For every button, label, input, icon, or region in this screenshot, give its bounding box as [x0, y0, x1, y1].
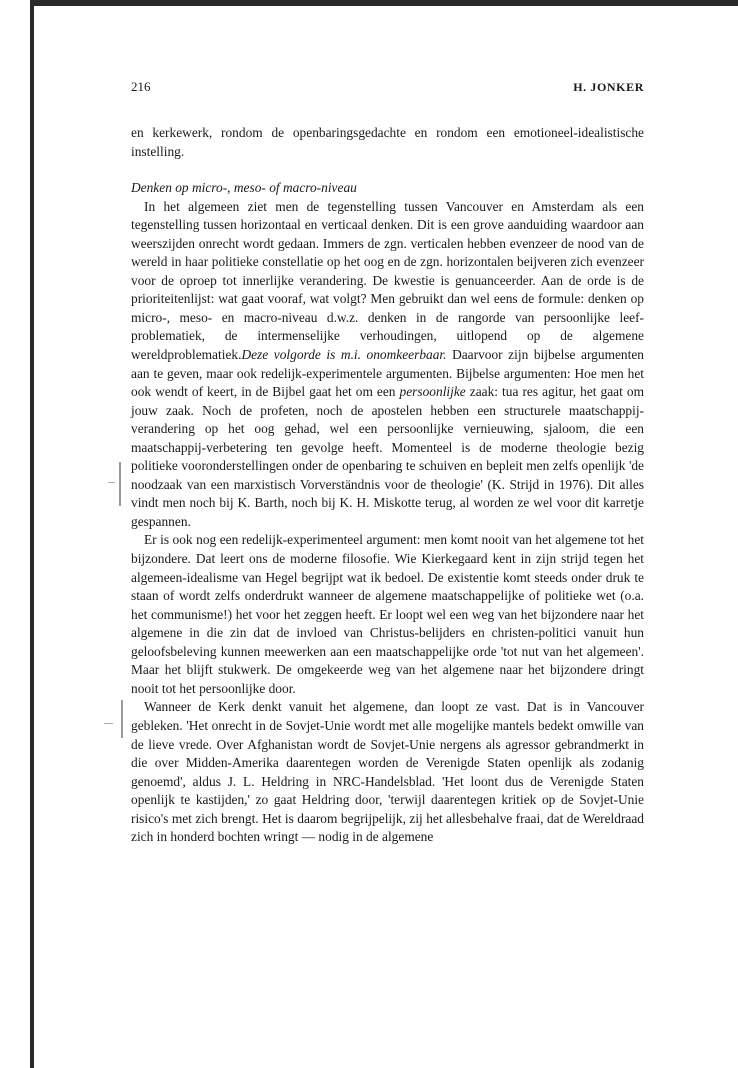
running-header — [131, 79, 644, 95]
body-paragraph-1 — [131, 198, 644, 532]
paragraph-1-text-c: zaak: tua res agitur, het gaat om jouw zaak. Noch de profeten, noch de apostelen hebben een structurele maatschappij-verandering op het oog gehad, wel een persoonlijke vernieuwing, sjaloom, die een maatschappij-verbetering ten gevolge heeft. Momenteel is de moderne theologie bezig politieke vooronderstellingen onder de openbaring te schuiven en bepleit men zelfs openlijk 'de noodzaak van een marxistisch Vorverständnis voor de theologie' (K. Strijd in 1976). Dit alles vindt men noch bij K. Barth, noch bij K. H. Miskotte terug, al worden ze wel voor dit karretje gespannen. — [131, 384, 644, 529]
margin-annotation-dash-lower — [104, 723, 113, 724]
book-page — [131, 79, 644, 847]
scan-top-border — [30, 0, 738, 6]
paragraph-1-italic-word: persoonlijke — [399, 384, 466, 400]
margin-annotation-mark-lower — [121, 700, 123, 738]
paragraph-1-italic-claim: Deze volgorde is m.i. onomkeerbaar. — [241, 347, 447, 363]
paragraph-1-text-b: Daarvoor zijn bijbelse argumenten aan te geven, maar ook redelijk-experimentele argumenten. Bijbelse argumenten: Hoe men het ook wendt of keert, in de Bijbel gaat het om een — [131, 347, 644, 400]
body-paragraph-2: Er is ook nog een redelijk-experimenteel argument: men komt nooit van het algemene tot het bijzondere. Dat leert ons de moderne filosofie. Wie Kierkegaard kent in zijn strijd tegen het algemeen-idealisme van Hegel begrijpt wat ik bedoel. De existentie komt steeds onder druk te staan of wordt zelfs onderdrukt wanneer de algemene maatschappelijke of politieke wet (o.a. het communisme!) het voor het zeggen heeft. Er loopt wel een weg van het bijzondere naar het algemene in die zin dat de invloed van Christus-belijders en christen-politici vanuit hun geloofsbeleving kunnen meewerken aan een maatschappelijke orde 'tot nut van het algemeen'. Maar het blijft stukwerk. De omgekeerde weg van het algemene naar het bijzondere dringt nooit tot het persoonlijke door. — [131, 532, 644, 696]
margin-annotation-mark-upper — [119, 462, 121, 506]
running-author: H. JONKER — [573, 80, 644, 94]
opening-paragraph: en kerkewerk, rondom de openbaringsgedachte en rondom een emotioneel-idealistische instelling. — [131, 125, 644, 159]
page-number: 216 — [131, 79, 151, 94]
paragraph-1-text-a: In het algemeen ziet men de tegenstelling tussen Vancouver en Amsterdam als een tegenstelling tussen horizontaal en verticaal denken. Dit is een grove aanduiding waardoor aan weerszijden onrecht wordt gedaan. Immers de zgn. verticalen hebben evenzeer de nood van de wereld in haar politieke constellatie op het oog en de zgn. horizontalen beijveren zich evenzeer voor de oproep tot innerlijke verandering. De kwestie is genuanceerder. Aan de orde is de prioriteitenlijst: wat gaat vooraf, wat volgt? Men gebruikt dan wel eens de formule: denken op micro-, meso- en macro-niveau d.w.z. denken in de rangorde van persoonlijke leef-problematiek, de intermenselijke verhoudingen, uitlopend op de algemene wereldproblematiek. — [131, 198, 644, 363]
margin-annotation-dash-upper — [108, 482, 115, 483]
scan-left-border — [30, 0, 34, 1068]
body-paragraph-3: Wanneer de Kerk denkt vanuit het algemene, dan loopt ze vast. Dat is in Vancouver gebleken. 'Het onrecht in de Sovjet-Unie wordt met alle mogelijke mantels bedekt omwille van de lieve vrede. Over Afghanistan wordt de Sovjet-Unie nergens als agressor gebrandmerkt in die over Midden-Amerika daarentegen worden de Verenigde Staten openlijk als zodanig genoemd', aldus J. L. Heldring in NRC-Handelsblad. 'Het loont dus de Verenigde Staten openlijk te kastijden,' zo gaat Heldring door, 'terwijl daarentegen kritiek op de Sovjet-Unie risico's met zich brengt. Het is daarom begrijpelijk, zij het allesbehalve fraai, dat de Wereldraad zich in honderd bochten wringt — nodig in de algemene — [131, 699, 644, 845]
section-heading: Denken op micro-, meso- of macro-niveau — [131, 180, 357, 196]
